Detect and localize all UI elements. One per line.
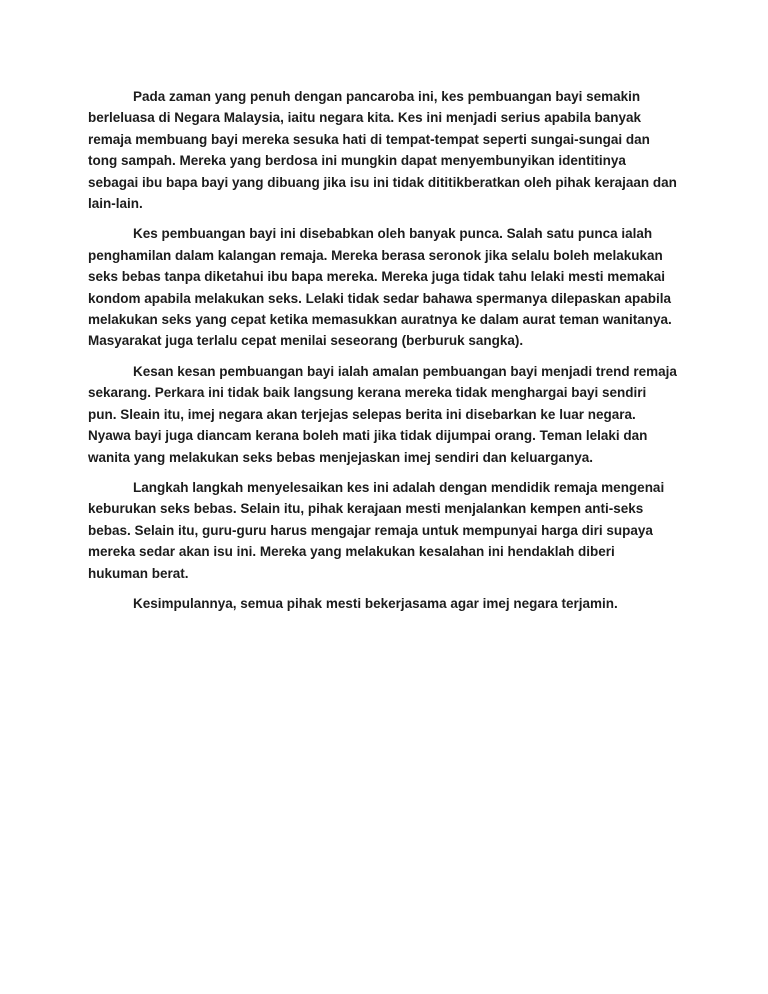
paragraph-intro: Pada zaman yang penuh dengan pancaroba ini, kes pembuangan bayi semakin berleluasa di Negara Malaysia, iaitu negara kita. Kes ini menjadi serius apabila banyak remaja membuang bayi mereka sesuka hati di tempat-tempat seperti sungai-sungai dan tong sampah. Mereka yang berdosa ini mungkin dapat menyembunyikan identitinya sebagai ibu bapa bayi yang dibuang jika isu ini tidak dititikberatkan oleh pihak kerajaan dan lain-lain. <box>88 89 677 212</box>
paragraph-causes: Kes pembuangan bayi ini disebabkan oleh banyak punca. Salah satu punca ialah penghamilan dalam kalangan remaja. Mereka berasa seronok jika selalu boleh melakukan seks bebas tanpa diketahui ibu bapa mereka. Mereka juga tidak tahu lelaki mesti memakai kondom apabila melakukan seks. Lelaki tidak sedar bahawa spermanya dilepaskan apabila melakukan seks yang cepat ketika memasukkan auratnya ke dalam aurat teman wanitanya. Masyarakat juga terlalu cepat menilai seseorang (berburuk sangka). <box>88 226 672 349</box>
essay-body <box>88 86 678 614</box>
paragraph-effects: Kesan kesan pembuangan bayi ialah amalan pembuangan bayi menjadi trend remaja sekarang. Perkara ini tidak baik langsung kerana mereka tidak menghargai bayi sendiri pun. Sleain itu, imej negara akan terjejas selepas berita ini disebarkan ke luar negara. Nyawa bayi juga diancam kerana boleh mati jika tidak dijumpai orang. Teman lelaki dan wanita yang melakukan seks bebas menjejaskan imej sendiri dan keluarganya. <box>88 363 677 465</box>
paragraph-solutions: Langkah langkah menyelesaikan kes ini adalah dengan mendidik remaja mengenai keburukan seks bebas. Selain itu, pihak kerajaan mesti menjalankan kempen anti-seks bebas. Selain itu, guru-guru harus mengajar remaja untuk mempunyai harga diri supaya mereka sedar akan isu ini. Mereka yang melakukan kesalahan ini hendaklah diberi hukuman berat. <box>88 479 665 581</box>
paragraph-conclusion: Kesimpulannya, semua pihak mesti bekerjasama agar imej negara terjamin. <box>133 595 618 611</box>
